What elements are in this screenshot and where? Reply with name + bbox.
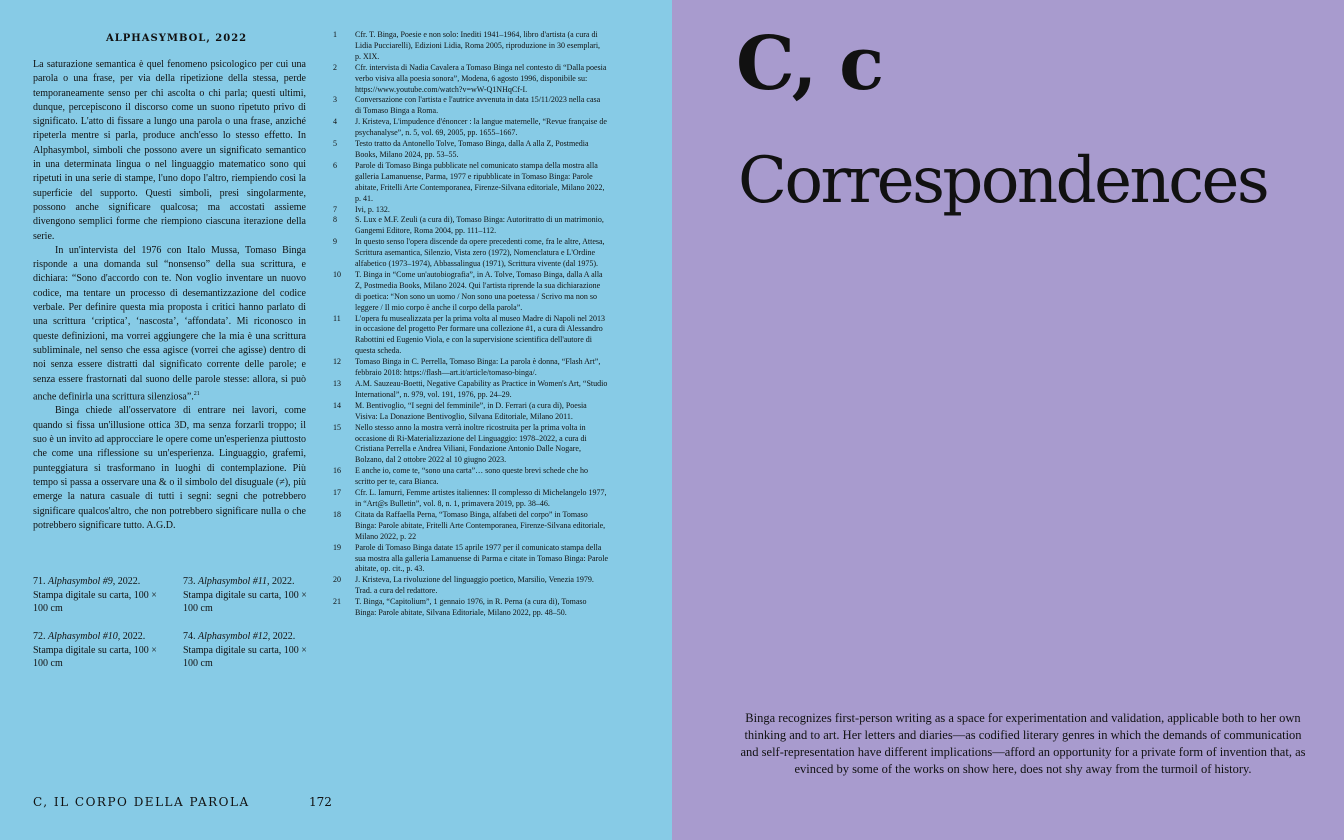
footnote-number: 12: [333, 357, 341, 367]
footnote-number: 17: [333, 488, 341, 498]
caption-title: Alphasymbol #12,: [198, 631, 271, 642]
caption-text: 2022. Stampa digitale su carta, 100 × 100 cm: [183, 576, 307, 615]
footnote-text: J. Kristeva, La rivoluzione del linguaggio poetico, Marsilio, Venezia 1979. Trad. a cura del redattore.: [355, 575, 594, 596]
footnote-item: [333, 63, 608, 96]
footnote-number: 21: [333, 597, 341, 607]
footnote-number: 8: [333, 215, 337, 225]
section-title: Correspondences: [738, 144, 1268, 218]
footnote-ref: 21: [193, 390, 200, 397]
footnote-item: [333, 379, 608, 401]
footnote-text: Nello stesso anno la mostra verrà inoltre ricostruita per la prima volta in occasione di Ri-Materializzazione del Linguaggio: 1978–2022, a cura di Cristiana Perrella e Andrea Viliani, Fondazione Antonio Dalle Nogare, Bolzano, dal 2 ottobre 2022 al 10 giugno 2023.: [355, 422, 587, 465]
footnote-number: 2: [333, 62, 337, 72]
footnote-number: 5: [333, 139, 337, 149]
caption-number: 73.: [183, 576, 196, 587]
footnote-number: 16: [333, 466, 341, 476]
footnote-item: [333, 117, 608, 139]
footnote-text: S. Lux e M.F. Zeuli (a cura di), Tomaso Binga: Autoritratto di un matrimonio, Gangemi Editore, Roma 2004, pp. 111–112.: [355, 215, 604, 236]
footnote-item: [333, 401, 608, 423]
footnote-number: 14: [333, 400, 341, 410]
footnote-number: 15: [333, 422, 341, 432]
caption-72: [33, 630, 161, 671]
footnote-number: 7: [333, 204, 337, 214]
footnote-item: [333, 314, 608, 358]
footnote-item: [333, 423, 608, 467]
footnote-item: [333, 510, 608, 543]
caption-73: [183, 575, 311, 616]
caption-text: 2022. Stampa digitale su carta, 100 × 100 cm: [33, 576, 157, 615]
footnote-text: Citata da Raffaella Perna, “Tomaso Binga, alfabeti del corpo” in Tomaso Binga: Parole abitate, Fritelli Arte Contemporanea, Firenze-Silvana editoriale, Milano 2022, p. 22: [355, 509, 606, 541]
caption-title: Alphasymbol #10,: [48, 631, 121, 642]
footnote-item: [333, 215, 608, 237]
footnote-text: Parole di Tomaso Binga datate 15 aprile 1977 per il comunicato stampa della sua mostra alla galleria Lamanuense di Parma e citate in Tomaso Binga: Parole abitate, op. cit., p. 43.: [355, 542, 608, 574]
footnote-number: 13: [333, 379, 341, 388]
footnote-number: 6: [333, 160, 337, 170]
footnote-text: E anche io, come te, “sono una carta”… sono queste brevi schede che ho scritto per te, cara Bianca.: [355, 466, 589, 487]
footnote-item: [333, 466, 608, 488]
article-body: [33, 58, 306, 533]
caption-title: Alphasymbol #9,: [48, 576, 116, 587]
caption-text: 2022. Stampa digitale su carta, 100 × 100 cm: [33, 631, 157, 670]
footnote-text: J. Kristeva, L'impudence d'énoncer : la langue maternelle, “Revue française de psychanalyse”, n. 5, vol. 69, 2005, pp. 1655–1667.: [355, 117, 607, 138]
page-number: 172: [309, 795, 332, 809]
running-footer-title: C, IL CORPO DELLA PAROLA: [33, 795, 250, 809]
footnotes-list: [333, 30, 608, 619]
right-page: [672, 0, 1344, 840]
footnote-number: 10: [333, 269, 341, 279]
footnote-text: Cfr. L. Iamurri, Femme artistes italiennes: Il complesso di Michelangelo 1977, in “Art@s Bulletin”, vol. 8, n. 1, primavera 2019, pp. 38–46.: [355, 488, 607, 508]
footnote-text: Parole di Tomaso Binga pubblicate nel comunicato stampa della mostra alla galleria Lamanuense, Parma, 1977 e ripubblicate in Tomaso Binga: Parole abitate, Fritelli Arte Contemporanea, Firenze-Silvana editoriale, Milano 2022, p. 41.: [355, 160, 605, 203]
english-abstract: Binga recognizes first-person writing as a space for experimentation and validation, applicable both to her own thinking and to art. Her letters and diaries—as codified literary genres in which the demands of communication and self-representation have different implications—afford an opportunity for a private form of invention that, as evinced by some of the works on show here, does not shy away from the turmoil of history.: [740, 711, 1306, 776]
footnote-text: Ivi, p. 132.: [355, 204, 390, 214]
footnote-number: 4: [333, 117, 337, 127]
footnote-text: A.M. Sauzeau-Boetti, Negative Capability as Practice in Women's Art, “Studio International”, n. 979, vol. 191, 1976, pp. 24–29.: [355, 379, 608, 399]
footnote-text: In questo senso l'opera discende da opere precedenti come, fra le altre, Attesa, Scrittura asemantica, Silenzio, Vista zero (1972), Nomenclatura e L'Ordine alfabetico (1973–1974), Abbassalingua (1971), Scrittura vivente (dal 1975).: [355, 237, 605, 269]
footnote-number: 9: [333, 237, 337, 247]
caption-number: 72.: [33, 631, 46, 642]
caption-title: Alphasymbol #11,: [198, 576, 270, 587]
footnote-item: [333, 95, 608, 117]
footnote-text: Cfr. intervista di Nadia Cavalera a Tomaso Binga nel contesto di “Dalla poesia verbo visiva alla poesia sonora”, Modena, 6 agosto 1996, disponibile su: https://www.youtube.com/watch?v=wW-Q1NHqCf-I.: [355, 62, 607, 94]
footnote-number: 11: [333, 313, 341, 323]
footnote-item: [333, 30, 608, 63]
caption-74: [183, 630, 311, 671]
footnote-text: Testo tratto da Antonello Tolve, Tomaso Binga, dalla A alla Z, Postmedia Books, Milano 2024, pp. 53–55.: [355, 139, 589, 159]
footnote-item: [333, 488, 608, 510]
footnote-number: 18: [333, 509, 341, 519]
body-paragraph-1: La saturazione semantica è quel fenomeno psicologico per cui una parola o una frase, per via della ripetizione della stessa, perde temporaneamente senso per chi ascolta o chi parla; questi ultimi, dunque, percepiscono il discorso come un suono ripetuto privo di significato. L'atto di fissare a lungo una parola o una frase, anziché ripeterla mentre si parla, produce anch'esso lo stesso effetto. In Alphasymbol, simboli che possono avere un significato semantico in una determinata lingua o nel linguaggio matematico sono qui ripetuti in una serie di stampe, l'uno dopo l'altro, riempiendo così la superficie del supporto. Questi simboli, presi singolarmente, possono anche significare qualcosa; ma accostati assieme divengono semplici forme che riempiono ciascuna iterazione della serie.: [33, 59, 306, 242]
body-paragraph-2: [33, 244, 306, 405]
body-paragraph-3: Binga chiede all'osservatore di entrare nei lavori, come quando si fissa un'illusione ottica 3D, ma senza forzarli troppo; il suo è un invito ad approcciare le opere come un'esperienza piuttosto che come una riflessione su un'esperienza. Linguaggio, grafemi, punteggiatura si trasformano in luoghi di contemplazione. Più tempo si passa a osservare una & o il simbolo del disuguale (≠), più emerge la natura casuale di tutti i segni: segni che potrebbero significare qualcos'altro, che non potrebbero significare nulla o che potrebbero significare tutto. A.G.D.: [33, 405, 306, 531]
footnote-text: Cfr. T. Binga, Poesie e non solo: Inediti 1941–1964, libro d'artista (a cura di Lidia Pucciarelli), Edizioni Lidia, Roma 2005, riproduzione in 30 esemplari, p. XIX.: [355, 30, 601, 61]
footnote-item: [333, 161, 608, 205]
footnote-text: T. Binga, “Capitolium”, 1 gennaio 1976, in R. Perna (a cura di), Tomaso Binga: Parole abitate, Silvana Editoriale, Milano 2022, pp. 48–50.: [355, 597, 587, 618]
footnote-number: 3: [333, 95, 337, 105]
footnote-text: M. Bentivoglio, “I segni del femminile”, in D. Ferrari (a cura di), Poesia Visiva: La Donazione Bentivoglio, Silvana Editoriale, Milano 2011.: [355, 400, 587, 421]
footnote-item: [333, 575, 608, 597]
footnote-item: [333, 139, 608, 161]
caption-71: [33, 575, 161, 616]
footnote-number: 1: [333, 30, 337, 39]
footnote-item: [333, 597, 608, 619]
footnote-text: Tomaso Binga in C. Perrella, Tomaso Binga: La parola è donna, “Flash Art”, febbraio 2018: https://flash—art.it/article/tomaso-binga/.: [355, 357, 601, 378]
body-paragraph-2-text: In un'intervista del 1976 con Italo Mussa, Tomaso Binga risponde a una domanda sul “nonsenso” della sua scrittura, e dichiara: “Sono d'accordo con te. Non voglio inventare un nuovo codice, ma tentare un processo di desemantizzazione del codice verbale. Per definire questa mia proposta i critici hanno parlato di una scrittura ‘criptica’, ‘nascosta’, ‘affondata’. Mi riconosco in queste definizioni, ma vorrei aggiungere che la mia è una scrittura subliminale, nel senso che essa agisce (vorrei che agisse) dentro di noi senza essere distratti dal significato corrente delle parole; e senza essere frastornati dal suono delle parole stesse: allora, si può anche definirla una scrittura silenziosa”.: [33, 244, 306, 403]
footnote-item: [333, 543, 608, 576]
footnote-text: Conversazione con l'artista e l'autrice avvenuta in data 15/11/2023 nella casa di Tomaso Binga a Roma.: [355, 95, 601, 116]
footnote-text: L'opera fu musealizzata per la prima volta al museo Madre di Napoli nel 2013 in occasione del progetto Per formare una collezione #1, a cura di Alessandro Rabottini ed Eugenio Viola, e con la supervisione scientifica dell'autore di questa scheda.: [355, 313, 606, 356]
footnote-item: [333, 205, 608, 216]
footnote-text: T. Binga in “Come un'autobiografia”, in A. Tolve, Tomaso Binga, dalla A alla Z, Postmedia Books, Milano 2024. Qui l'artista riprende la sua dichiarazione di poetica: “Non sono un uomo / Non sono una poetessa / Scrivo ma non so leggere / Il mio corpo è anche il corpo della parola”.: [355, 269, 603, 312]
footnote-item: [333, 270, 608, 314]
footnote-number: 19: [333, 542, 341, 552]
caption-number: 74.: [183, 631, 196, 642]
footnote-number: 20: [333, 575, 341, 585]
caption-text: 2022. Stampa digitale su carta, 100 × 100 cm: [183, 631, 307, 670]
caption-number: 71.: [33, 576, 46, 587]
letter-heading: C, c: [736, 21, 883, 107]
footnote-item: [333, 237, 608, 270]
article-heading: ALPHASYMBOL, 2022: [106, 33, 248, 44]
footnote-item: [333, 357, 608, 379]
